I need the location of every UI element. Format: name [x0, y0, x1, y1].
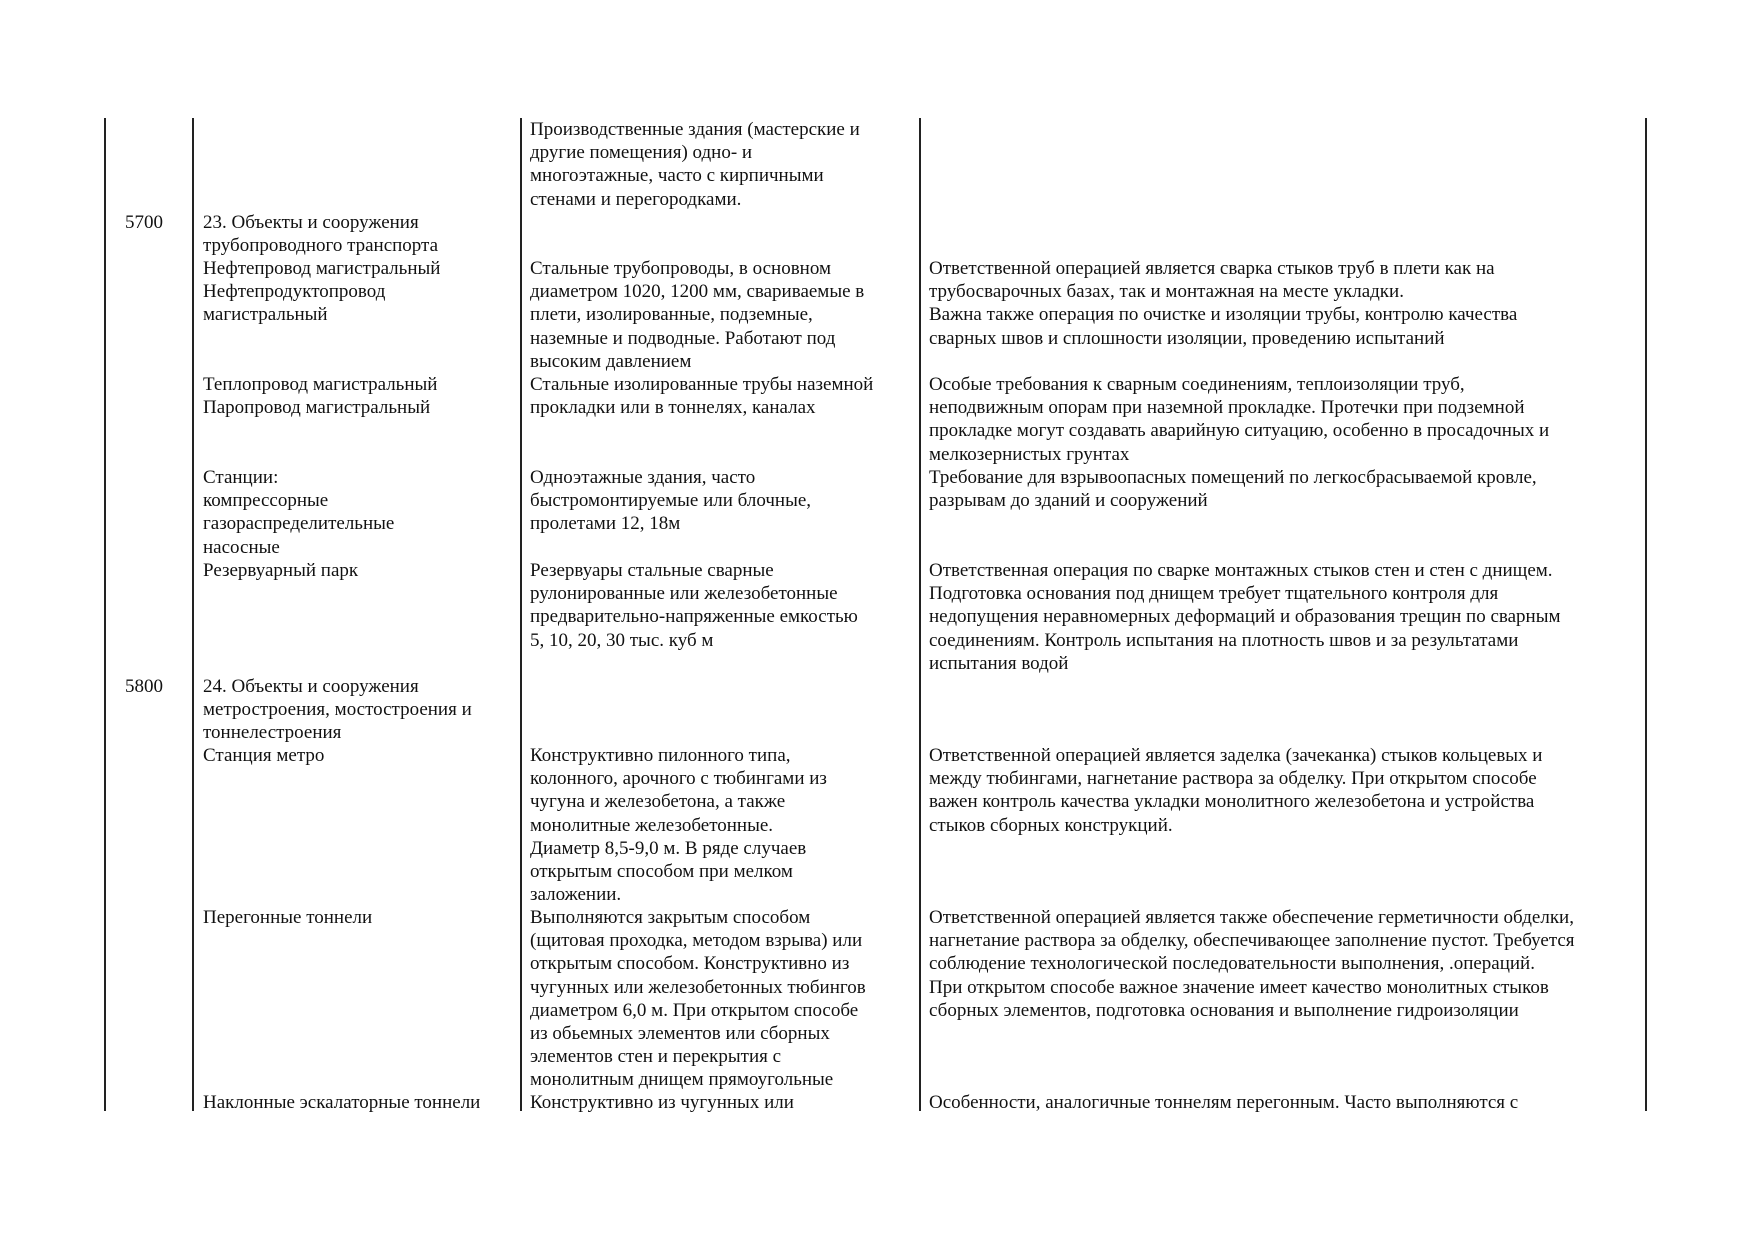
oil-pipeline-name: Нефтепровод магистральный Нефтепродуктопровод магистральный — [203, 258, 441, 326]
column-divider-3 — [919, 118, 921, 1111]
tank-farm-description: Резервуары стальные сварные рулонированные или железобетонные предварительно-напряженные емкостью 5, 10, 20, 30 тыс. куб м — [530, 560, 858, 651]
running-tunnels-name: Перегонные тоннели — [203, 907, 373, 928]
escalator-tunnels-name: Наклонные эскалаторные тоннели — [203, 1092, 481, 1113]
section-code-5800: 5800 — [125, 676, 163, 697]
production-buildings-description: Производственные здания (мастерские и другие помещения) одно- и многоэтажные, часто с кирпичными стенами и перегородками. — [530, 119, 860, 210]
running-tunnels-note: Ответственной операцией является также обеспечение герметичности обделки, нагнетание раствора за обделку, обеспечивающее заполнение пустот. Требуется соблюдение технологической последовательности выполнения, .операций. При открытом способе важное значение имеет качество монолитных стыков сборных элементов, подготовка основания и выполнение гидроизоляции — [929, 907, 1575, 1021]
section-code-5700: 5700 — [125, 212, 163, 233]
column-divider-1 — [192, 118, 194, 1111]
tank-farm-name: Резервуарный парк — [203, 560, 359, 581]
metro-station-note: Ответственной операцией является заделка (зачеканка) стыков кольцевых и между тюбингами, нагнетание раствора за обделку. При открытом способе важен контроль качества укладки монолитного железобетона и устройства стыков сборных конструкций. — [929, 745, 1543, 836]
column-divider-2 — [520, 118, 522, 1111]
running-tunnels-description: Выполняются закрытым способом (щитовая проходка, методом взрыва) или открытым способом. Конструктивно из чугунных или железобетонных тюбингов диаметром 6,0 м. При открытом способе из обьемных элементов или сборных элементов стен и перекрытия с монолитным днищем прямоугольные — [530, 907, 866, 1091]
oil-pipeline-description: Стальные трубопроводы, в основном диаметром 1020, 1200 мм, свариваемые в плети, изолированные, подземные, наземные и подводные. Работают под высоким давлением — [530, 258, 865, 372]
stations-name: Станции: компрессорные газораспределительные насосные — [203, 467, 395, 558]
escalator-tunnels-note: Особенности, аналогичные тоннелям перегонным. Часто выполняются с — [929, 1092, 1519, 1113]
tank-farm-note: Ответственная операция по сварке монтажных стыков стен и стен с днищем. Подготовка основания под днищем требует тщательного контроля для недопущения неравномерных деформаций и образования трещин по сварным соединениям. Контроль испытания на плотность швов и за результатами испытания водой — [929, 560, 1561, 674]
section-heading-23: 23. Объекты и сооружения трубопроводного транспорта — [203, 212, 439, 257]
heat-pipeline-note: Особые требования к сварным соединениям, теплоизоляции труб, неподвижным опорам при наземной прокладке. Протечки при подземной прокладке могут создавать аварийную ситуацию, особенно в просадочных и мелкозернистых грунтах — [929, 374, 1550, 465]
escalator-tunnels-description: Конструктивно из чугунных или — [530, 1092, 794, 1113]
heat-pipeline-name: Теплопровод магистральный Паропровод магистральный — [203, 374, 438, 419]
section-heading-24: 24. Объекты и сооружения метростроения, мостостроения и тоннелестроения — [203, 676, 472, 744]
stations-note: Требование для взрывоопасных помещений по легкосбрасываемой кровле, разрывам до зданий и сооружений — [929, 467, 1537, 512]
table-border-right — [1645, 118, 1647, 1111]
table-border-left — [104, 118, 106, 1111]
stations-description: Одноэтажные здания, часто быстромонтируемые или блочные, пролетами 12, 18м — [530, 467, 812, 535]
metro-station-name: Станция метро — [203, 745, 325, 766]
oil-pipeline-note: Ответственной операцией является сварка стыков труб в плети как на трубосварочных базах, так и монтажная на месте укладки. Важна также операция по очистке и изоляции трубы, контролю качества сварных швов и сплошности изоляции, проведению испытаний — [929, 258, 1518, 349]
metro-station-description: Конструктивно пилонного типа, колонного, арочного с тюбингами из чугуна и железобетона, а также монолитные железобетонные. Диаметр 8,5-9,0 м. В ряде случаев открытым способом при мелком заложении. — [530, 745, 827, 906]
heat-pipeline-description: Стальные изолированные трубы наземной прокладки или в тоннелях, каналах — [530, 374, 874, 419]
